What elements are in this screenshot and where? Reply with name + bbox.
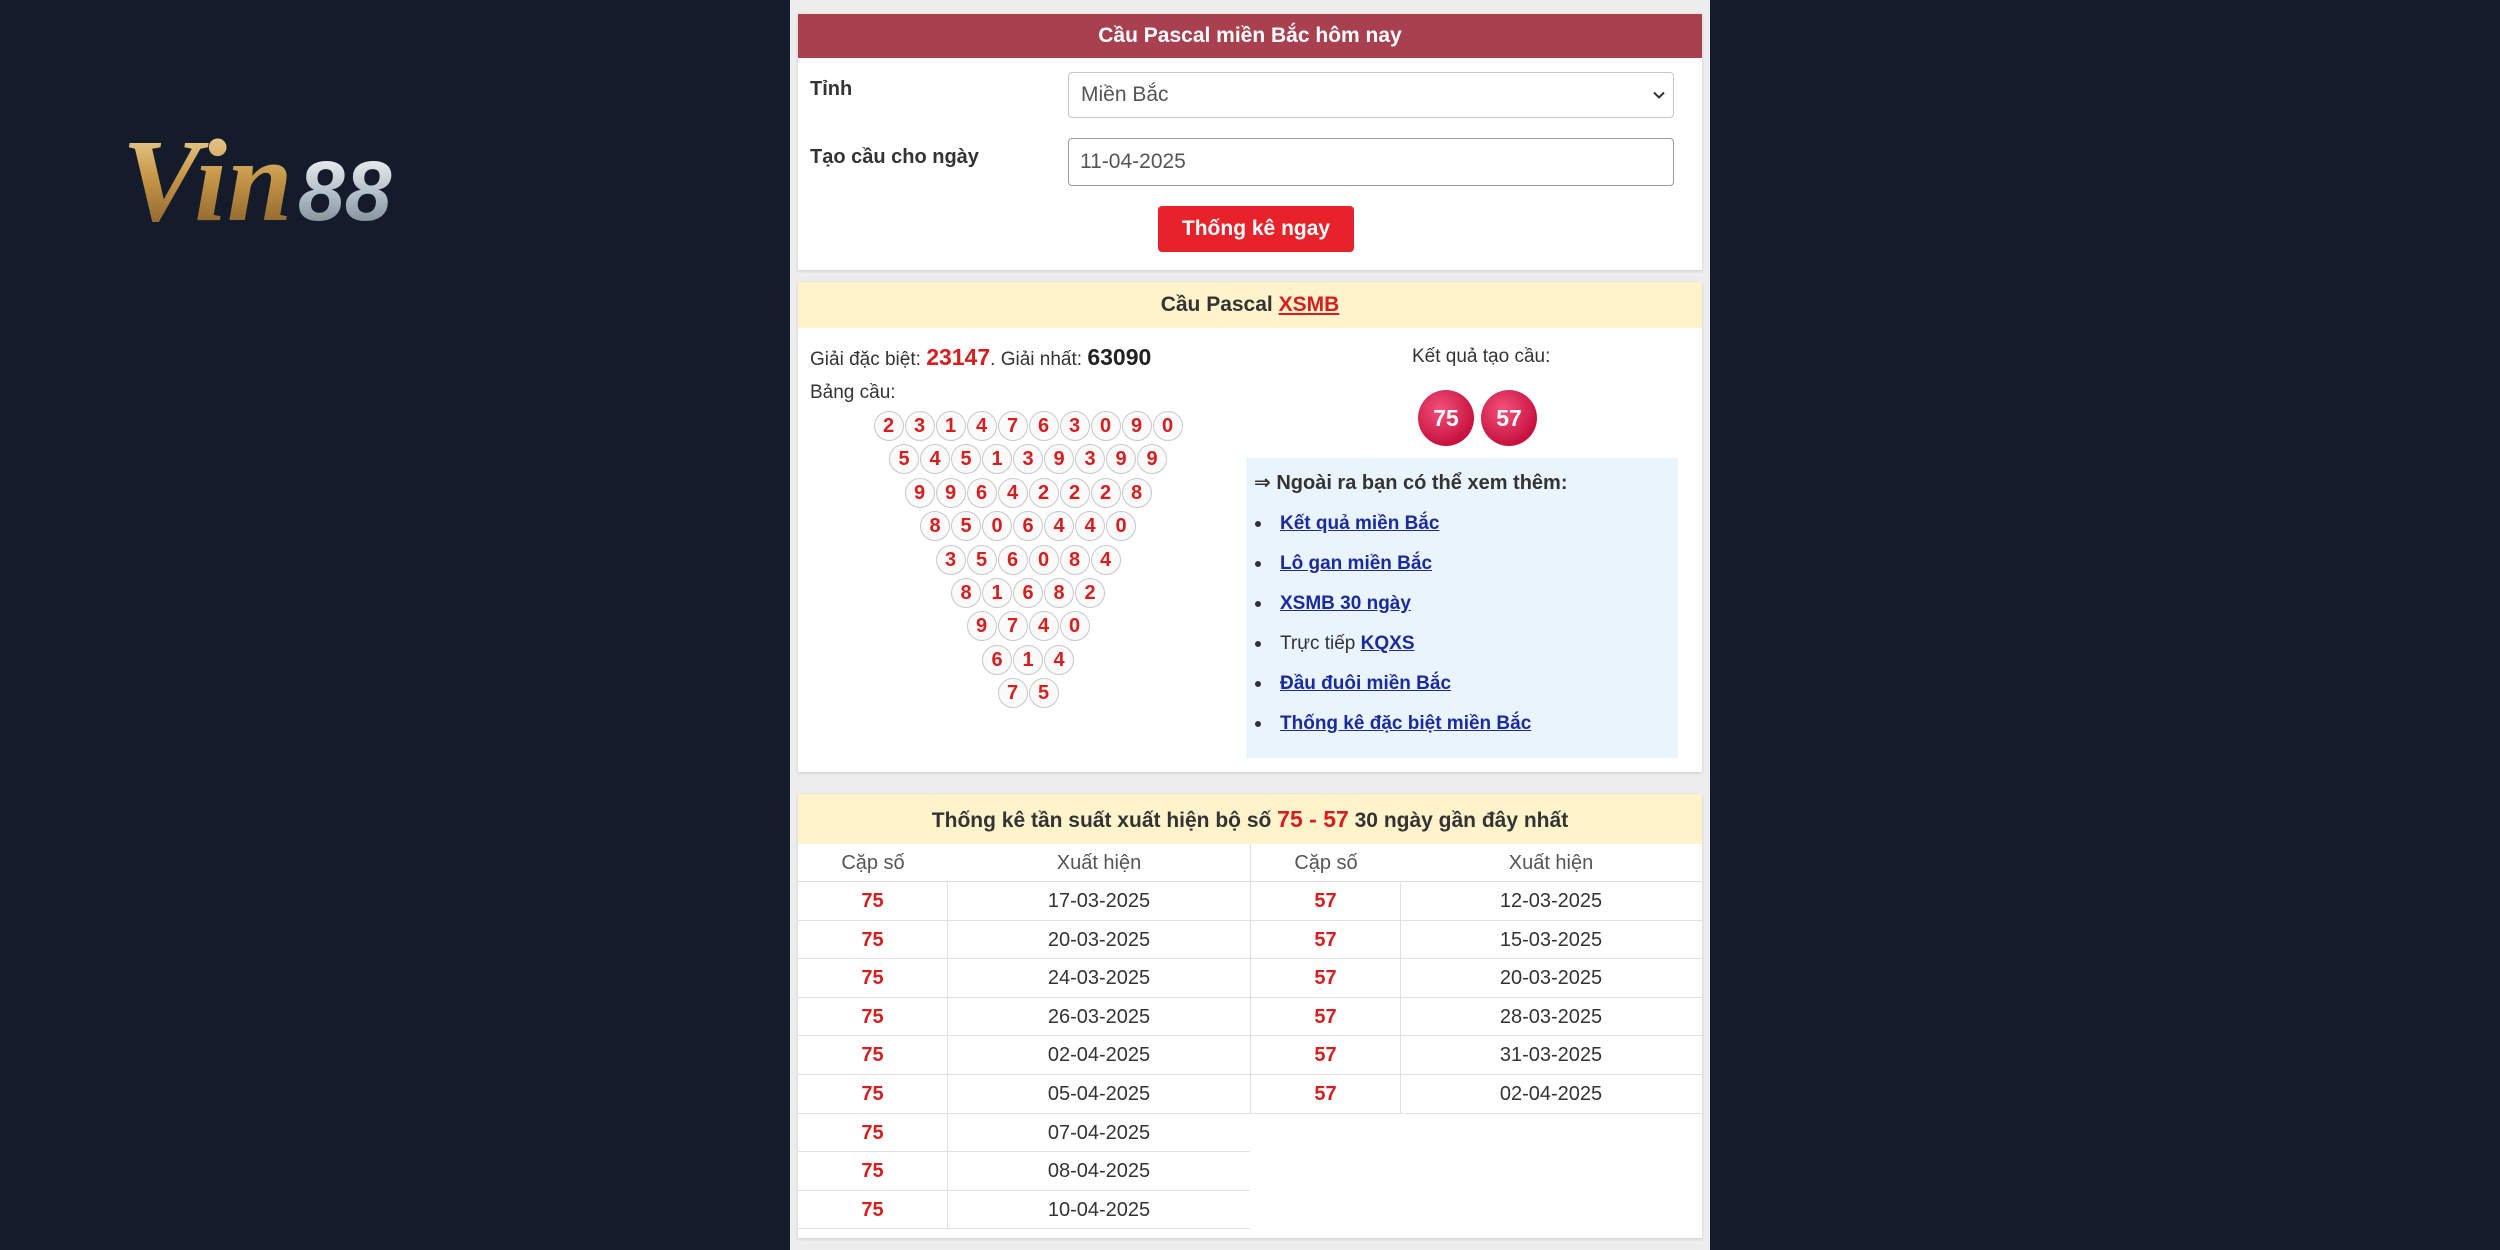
- form-panel: [798, 14, 1702, 270]
- list-item: [1246, 506, 1531, 546]
- list-item: [1246, 586, 1531, 626]
- frequency-panel-header: [798, 794, 1702, 844]
- date-cell: 12-03-2025: [1499, 890, 1603, 912]
- result-label: Kết quả tạo cầu:: [1412, 346, 1551, 367]
- pascal-digit: 4: [1044, 645, 1074, 675]
- pascal-digit: 7: [998, 678, 1028, 708]
- pascal-digit: 0: [1091, 411, 1121, 441]
- link-dau-duoi-mien-bac[interactable]: Đầu đuôi miền Bắc: [1280, 673, 1452, 694]
- pair-cell: 75: [798, 1036, 948, 1074]
- table-row: [798, 882, 1250, 921]
- pascal-digit: 2: [1091, 478, 1121, 508]
- list-item: [1246, 706, 1531, 746]
- pascal-digit: 4: [1075, 511, 1105, 541]
- pascal-digit: 9: [1106, 444, 1136, 474]
- pair-cell: 75: [798, 921, 948, 959]
- col-appear-header: Xuất hiện: [1056, 852, 1142, 874]
- table-header: [1251, 844, 1702, 882]
- date-cell: 20-03-2025: [1499, 967, 1603, 990]
- pair-cell: 75: [798, 959, 948, 997]
- pascal-digit: 1: [1013, 645, 1043, 675]
- date-cell: 07-04-2025: [1047, 1121, 1151, 1144]
- date-cell: 28-03-2025: [1499, 1005, 1603, 1028]
- link-ket-qua-mien-bac[interactable]: Kết quả miền Bắc: [1280, 513, 1440, 534]
- date-cell: 05-04-2025: [1047, 1082, 1151, 1105]
- pascal-digit: 4: [967, 411, 997, 441]
- date-cell: 17-03-2025: [1047, 890, 1151, 912]
- table-label: Bảng cầu:: [810, 382, 896, 403]
- pair-cell: 75: [798, 882, 948, 920]
- link-xsmb-30-ngay[interactable]: XSMB 30 ngày: [1280, 593, 1411, 614]
- chevron-down-icon: [1653, 89, 1665, 101]
- pascal-digit: 3: [1013, 444, 1043, 474]
- pascal-digit: 9: [936, 478, 966, 508]
- table-row: [1251, 998, 1702, 1037]
- table-row: [1251, 1075, 1702, 1114]
- pascal-digit: 0: [1106, 511, 1136, 541]
- province-select[interactable]: [1068, 72, 1674, 118]
- pair-cell: 57: [1251, 998, 1401, 1036]
- list-item: [1246, 546, 1531, 586]
- freq-header-prefix: Thống kê tần suất xuất hiện bộ số: [931, 809, 1272, 832]
- date-cell: 20-03-2025: [1047, 928, 1151, 951]
- result-ball: 57: [1481, 390, 1537, 446]
- see-more-box: [1246, 458, 1678, 758]
- special-prize-value: 23147: [926, 344, 991, 370]
- pascal-digit: 7: [998, 611, 1028, 641]
- pascal-digit: 0: [1153, 411, 1183, 441]
- table-row: [798, 1036, 1250, 1075]
- province-select-value: Miền Bắc: [1081, 83, 1169, 106]
- freq-header-pair: 75 - 57: [1277, 806, 1349, 832]
- pascal-digit: 8: [920, 511, 950, 541]
- xsmb-link[interactable]: XSMB: [1278, 293, 1340, 316]
- pascal-digit: 0: [1029, 545, 1059, 575]
- pascal-digit: 4: [1044, 511, 1074, 541]
- pascal-digit: 6: [1013, 511, 1043, 541]
- pascal-digit: 5: [967, 545, 997, 575]
- pascal-digit: 4: [920, 444, 950, 474]
- date-input[interactable]: 11-04-2025: [1068, 138, 1674, 186]
- pascal-digit: 6: [1013, 578, 1043, 608]
- list-item: [1246, 666, 1531, 706]
- table-row: [1251, 1036, 1702, 1075]
- freq-header-suffix: 30 ngày gần đây nhất: [1354, 809, 1569, 832]
- province-label: Tỉnh: [810, 78, 853, 100]
- date-cell: 26-03-2025: [1047, 1005, 1151, 1028]
- pascal-digit: 4: [1091, 545, 1121, 575]
- pair-cell: 75: [798, 1114, 948, 1152]
- freq-rows-left: [798, 882, 1250, 1229]
- pascal-digit: 5: [889, 444, 919, 474]
- pascal-digit: 3: [936, 545, 966, 575]
- submit-stats-button[interactable]: Thống kê ngay: [1158, 206, 1354, 252]
- pascal-digit: 8: [1122, 478, 1152, 508]
- date-cell: 02-04-2025: [1047, 1044, 1151, 1067]
- vin88-logo: [120, 118, 480, 238]
- pascal-digit: 2: [874, 411, 904, 441]
- pascal-digit: 8: [951, 578, 981, 608]
- pair-cell: 57: [1251, 959, 1401, 997]
- col-pair-header: Cặp số: [1294, 852, 1358, 874]
- pascal-digit: 9: [1044, 444, 1074, 474]
- pair-cell: 57: [1251, 1075, 1401, 1113]
- pascal-digit: 3: [905, 411, 935, 441]
- pair-cell: 75: [798, 998, 948, 1036]
- pascal-digit: 6: [967, 478, 997, 508]
- table-row: [798, 1114, 1250, 1153]
- pascal-digit: 9: [967, 611, 997, 641]
- pascal-digit: 9: [905, 478, 935, 508]
- pair-cell: 75: [798, 1152, 948, 1190]
- svg-text:88: 88: [298, 144, 392, 238]
- freq-rows-right: [1251, 882, 1702, 1114]
- pascal-digit: 8: [1060, 545, 1090, 575]
- pascal-digit: 1: [936, 411, 966, 441]
- freq-table-left: [798, 844, 1250, 1229]
- pascal-digit: 1: [982, 444, 1012, 474]
- pascal-digit: 6: [998, 545, 1028, 575]
- table-row: [1251, 921, 1702, 960]
- pascal-digit: 2: [1060, 478, 1090, 508]
- pair-cell: 75: [798, 1191, 948, 1229]
- vin88-logo-image: [120, 118, 480, 238]
- date-cell: 08-04-2025: [1047, 1160, 1151, 1183]
- pascal-digit: 9: [1137, 444, 1167, 474]
- pair-cell: 57: [1251, 882, 1401, 920]
- pascal-digit: 5: [1029, 678, 1059, 708]
- pascal-digit: 0: [1060, 611, 1090, 641]
- pair-cell: 75: [798, 1075, 948, 1113]
- table-row: [798, 959, 1250, 998]
- table-row: [1251, 882, 1702, 921]
- date-cell: 10-04-2025: [1047, 1198, 1151, 1221]
- table-row: [1251, 959, 1702, 998]
- pascal-digit: 2: [1075, 578, 1105, 608]
- special-prize-label: Giải đặc biệt:: [810, 349, 921, 370]
- pascal-triangle: [798, 282, 1258, 772]
- pascal-digit: 3: [1060, 411, 1090, 441]
- first-prize-value: 63090: [1087, 344, 1152, 370]
- pascal-digit: 5: [951, 444, 981, 474]
- pascal-digit: 8: [1044, 578, 1074, 608]
- pascal-digit: 6: [1029, 411, 1059, 441]
- date-cell: 24-03-2025: [1047, 967, 1151, 990]
- link-thong-ke-dac-biet[interactable]: Thống kê đặc biệt miền Bắc: [1280, 713, 1532, 734]
- col-appear-header: Xuất hiện: [1508, 852, 1594, 874]
- pascal-digit: 6: [982, 645, 1012, 675]
- pascal-digit: 5: [951, 511, 981, 541]
- date-cell: 02-04-2025: [1499, 1082, 1603, 1105]
- table-row: [798, 998, 1250, 1037]
- table-row: [798, 921, 1250, 960]
- pascal-digit: 2: [1029, 478, 1059, 508]
- see-more-list: [1246, 506, 1531, 746]
- pascal-digit: 0: [982, 511, 1012, 541]
- list-item: [1246, 626, 1531, 666]
- live-prefix: Trực tiếp: [1280, 633, 1361, 654]
- form-panel-header: Cầu Pascal miền Bắc hôm nay: [798, 14, 1702, 58]
- link-lo-gan-mien-bac[interactable]: Lô gan miền Bắc: [1280, 553, 1433, 574]
- pascal-digit: 7: [998, 411, 1028, 441]
- main-column: [790, 0, 1710, 1250]
- link-kqxs[interactable]: KQXS: [1360, 633, 1415, 654]
- pair-cell: 57: [1251, 921, 1401, 959]
- svg-text:Vin: Vin: [122, 118, 293, 238]
- first-prize-label: . Giải nhất:: [990, 349, 1083, 370]
- pascal-panel: [798, 282, 1702, 772]
- result-ball: 75: [1418, 390, 1474, 446]
- date-label: Tạo cầu cho ngày: [810, 146, 979, 168]
- see-more-title: ⇒ Ngoài ra bạn có thể xem thêm:: [1254, 472, 1568, 494]
- frequency-panel: [798, 794, 1702, 1238]
- table-row: [798, 1191, 1250, 1230]
- pascal-header-text: Cầu Pascal: [1160, 293, 1273, 316]
- col-pair-header: Cặp số: [841, 852, 905, 874]
- pascal-digit: 1: [982, 578, 1012, 608]
- pascal-digit: 4: [998, 478, 1028, 508]
- freq-table-right: [1250, 844, 1702, 1114]
- pair-cell: 57: [1251, 1036, 1401, 1074]
- table-header: [798, 844, 1250, 882]
- date-cell: 31-03-2025: [1499, 1044, 1603, 1067]
- pascal-digit: 3: [1075, 444, 1105, 474]
- date-cell: 15-03-2025: [1499, 928, 1603, 951]
- pascal-digit: 9: [1122, 411, 1152, 441]
- table-row: [798, 1152, 1250, 1191]
- table-row: [798, 1075, 1250, 1114]
- pascal-digit: 4: [1029, 611, 1059, 641]
